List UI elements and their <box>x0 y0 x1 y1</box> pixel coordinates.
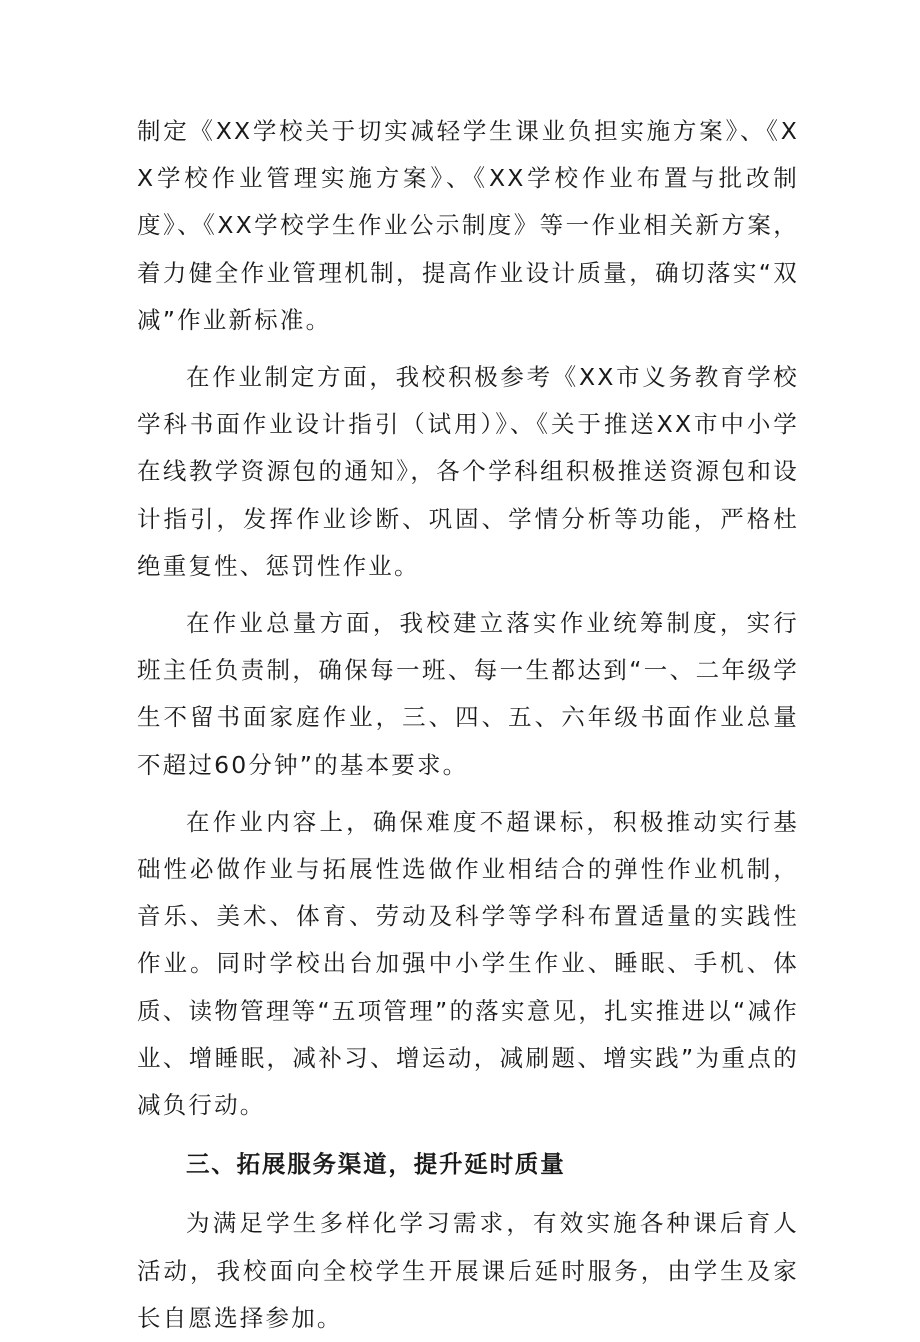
paragraph-homework-amount: 在作业总量方面，我校建立落实作业统筹制度，实行班主任负责制，确保每一班、每一生都达到“一、二年级学生不留书面家庭作业，三、四、五、六年级书面作业总量不超过60分钟”的基本要求。 <box>137 609 799 779</box>
paragraph-continuation: 制定《XX学校关于切实减轻学生课业负担实施方案》、《XX学校作业管理实施方案》、《XX学校作业布置与批改制度》、《XX学校学生作业公示制度》等一作业相关新方案，着力健全作业管理机制，提高作业设计质量，确切落实“双减”作业新标准。 <box>137 117 799 334</box>
paragraph-homework-design: 在作业制定方面，我校积极参考《XX市义务教育学校学科书面作业设计指引（试用）》、《关于推送XX市中小学在线教学资源包的通知》，各个学科组积极推送资源包和设计指引，发挥作业诊断、巩固、学情分析等功能，严格杜绝重复性、惩罚性作业。 <box>137 363 799 580</box>
section-heading: 三、拓展服务渠道，提升延时质量 <box>186 1150 566 1179</box>
paragraph-after-school-service: 为满足学生多样化学习需求，有效实施各种课后育人活动，我校面向全校学生开展课后延时服务，由学生及家长自愿选择参加。 <box>137 1209 799 1332</box>
document-body <box>137 108 799 1342</box>
paragraph-homework-content: 在作业内容上，确保难度不超课标，积极推动实行基础性必做作业与拓展性选做作业相结合的弹性作业机制，音乐、美术、体育、劳动及科学等学科布置适量的实践性作业。同时学校出台加强中小学生作业、睡眠、手机、体质、读物管理等“五项管理”的落实意见，扎实推进以“减作业、增睡眠，减补习、增运动，减刷题、增实践”为重点的减负行动。 <box>137 807 799 1120</box>
